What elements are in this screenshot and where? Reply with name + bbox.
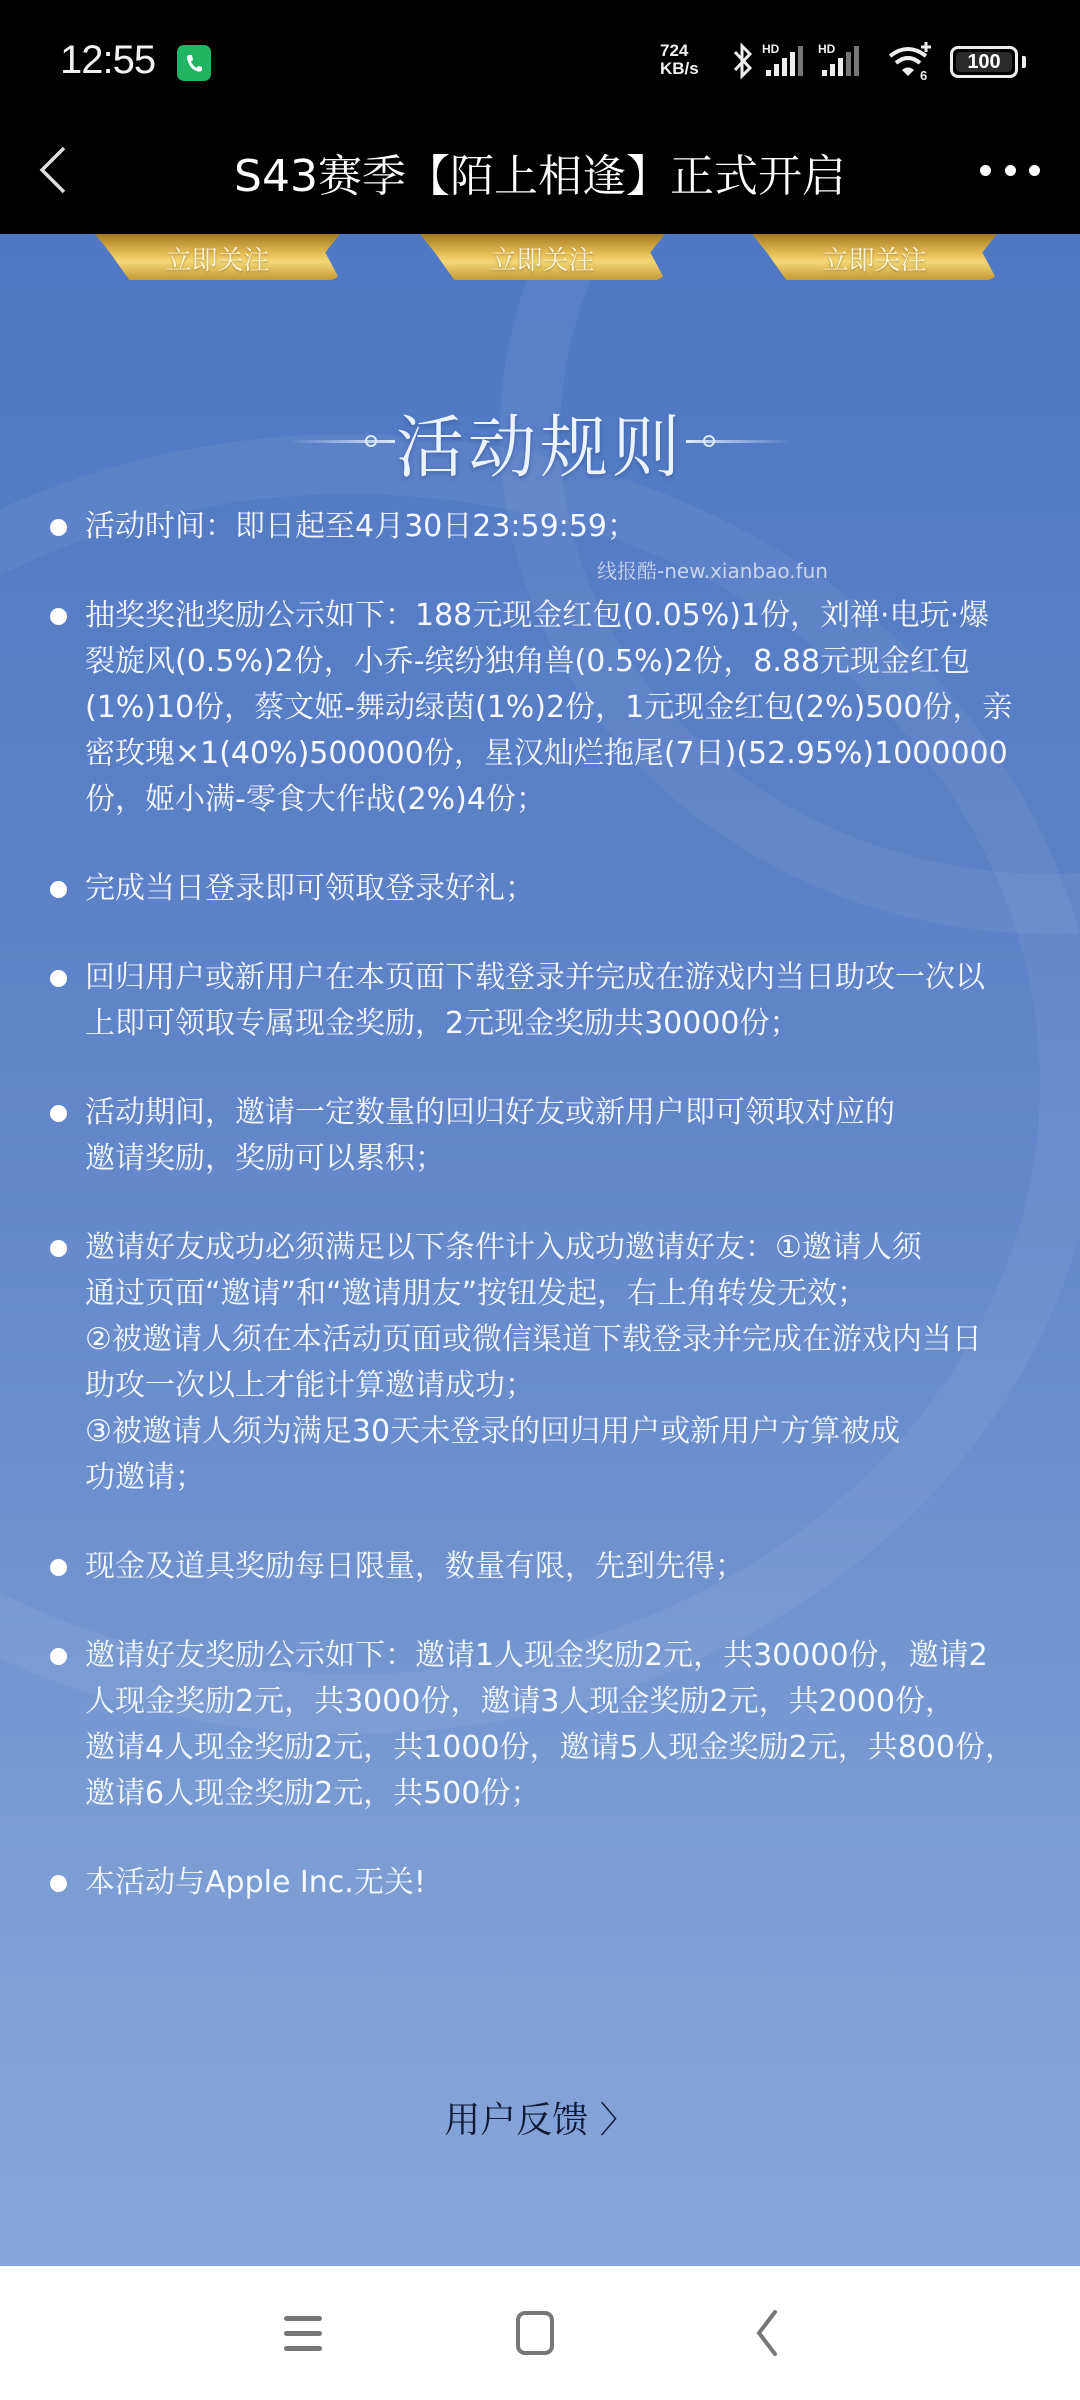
rule-text: ②被邀请人须在本活动页面或微信渠道下载登录并完成在游戏内当日: [85, 1322, 982, 1357]
decorative-line-right: [686, 440, 791, 443]
rules-list: [0, 504, 1080, 1949]
rule-text: 邀请6人现金奖励2元，共500份；: [85, 1776, 541, 1811]
rules-title: 活动规则: [395, 409, 684, 488]
net-speed-unit: KB/s: [660, 59, 699, 78]
status-time: 12:55: [60, 38, 156, 82]
page-title: S43赛季【陌上相逢】正式开启: [234, 151, 846, 202]
more-dots-icon: [1005, 165, 1016, 176]
rule-text: 现金及道具奖励每日限量，数量有限，先到先得；: [85, 1549, 745, 1584]
svg-text:HD: HD: [762, 42, 780, 56]
rule-text: 活动时间：即日起至4月30日23:59:59；: [85, 509, 637, 544]
activity-page[interactable]: [0, 234, 1080, 2266]
svg-text:6: 6: [920, 68, 928, 82]
bullet-icon: [50, 1105, 67, 1122]
rule-text: 邀请好友奖励公示如下：邀请1人现金奖励2元，共30000份，邀请2: [85, 1638, 988, 1673]
follow-button-label: 立即关注: [822, 246, 927, 276]
rule-text: 通过页面“邀请”和“邀请朋友”按钮发起，右上角转发无效；: [85, 1276, 868, 1311]
phone-icon: [177, 45, 211, 81]
network-speed: [660, 42, 699, 78]
bullet-icon: [50, 1559, 67, 1576]
rule-text: 助攻一次以上才能计算邀请成功；: [85, 1368, 535, 1403]
rule-text: 完成当日登录即可领取登录好礼；: [85, 871, 535, 906]
battery-level: 100: [956, 52, 1012, 72]
bullet-icon: [50, 970, 67, 987]
bluetooth-icon: [732, 42, 754, 80]
rule-text: 活动期间，邀请一定数量的回归好友或新用户即可领取对应的: [85, 1095, 895, 1130]
follow-button-2[interactable]: [420, 234, 665, 280]
rule-text: 邀请4人现金奖励2元，共1000份，邀请5人现金奖励2元，共800份，: [85, 1730, 1015, 1765]
rule-text: 人现金奖励2元，共3000份，邀请3人现金奖励2元，共2000份，: [85, 1684, 955, 1719]
rule-item-login-gift: [0, 866, 1080, 912]
rule-text: 本活动与Apple Inc.无关!: [85, 1865, 426, 1900]
rule-item-prize-pool: [0, 593, 1080, 823]
rule-text: ③被邀请人须为满足30天未登录的回归用户或新用户方算被成: [85, 1414, 901, 1449]
bullet-icon: [50, 519, 67, 536]
rule-text: 回归用户或新用户在本页面下载登录并完成在游戏内当日助攻一次以: [85, 960, 985, 995]
net-speed-value: 724: [660, 41, 689, 60]
bullet-icon: [50, 1875, 67, 1892]
follow-button-label: 立即关注: [490, 246, 595, 276]
bullet-icon: [50, 1240, 67, 1257]
rule-text: 密玫瑰×1(40%)500000份，星汉灿烂拖尾(7日)(52.95%)1000000: [85, 736, 1008, 771]
recents-button[interactable]: [273, 2306, 333, 2362]
rule-text: 功邀请；: [85, 1460, 205, 1495]
rule-text: 裂旋风(0.5%)2份，小乔-缤纷独角兽(0.5%)2份，8.88元现金红包: [85, 644, 971, 679]
bullet-icon: [50, 881, 67, 898]
back-chevron-icon: [735, 2306, 795, 2362]
follow-button-label: 立即关注: [165, 246, 270, 276]
svg-text:HD: HD: [818, 42, 836, 56]
battery-icon: [950, 46, 1018, 78]
more-options-button[interactable]: [980, 152, 1040, 188]
wifi-icon: [886, 40, 938, 82]
rule-text: 上即可领取专属现金奖励，2元现金奖励共30000份；: [85, 1006, 800, 1041]
system-back-button[interactable]: [735, 2306, 795, 2362]
signal-hd-2-icon: [818, 40, 870, 80]
more-dots-icon: [1029, 165, 1040, 176]
rules-heading: [0, 394, 1080, 488]
rule-item-daily-limit: [0, 1544, 1080, 1590]
system-nav-bar: [0, 2266, 1080, 2400]
home-square-icon: [505, 2306, 565, 2362]
rule-item-apple-disclaimer: [0, 1860, 1080, 1906]
follow-button-3[interactable]: [752, 234, 997, 280]
rule-item-invite-prizes: [0, 1633, 1080, 1817]
menu-icon: [273, 2306, 333, 2362]
signal-hd-1-icon: [762, 40, 814, 80]
follow-button-1[interactable]: [95, 234, 340, 280]
bullet-icon: [50, 1648, 67, 1665]
bullet-icon: [50, 608, 67, 625]
rule-item-new-user-reward: [0, 955, 1080, 1047]
rule-text: (1%)10份，蔡文姬-舞动绿茵(1%)2份，1元现金红包(2%)500份，亲: [85, 690, 1013, 725]
rule-text: 邀请奖励，奖励可以累积；: [85, 1141, 445, 1176]
user-feedback-link[interactable]: 用户反馈 〉: [444, 2100, 636, 2141]
app-header: [0, 120, 1080, 234]
rule-text: 邀请好友成功必须满足以下条件计入成功邀请好友：①邀请人须: [85, 1230, 922, 1265]
rule-item-time: [0, 504, 1080, 550]
battery-tip: [1022, 56, 1026, 68]
rule-text: 份，姬小满-零食大作战(2%)4份；: [85, 782, 546, 817]
watermark: 线报酷-new.xianbao.fun: [597, 559, 828, 583]
rule-item-invite-conditions: [0, 1225, 1080, 1501]
rule-text: 抽奖奖池奖励公示如下：188元现金红包(0.05%)1份，刘禅·电玩·爆: [85, 598, 990, 633]
home-button[interactable]: [505, 2306, 565, 2362]
rule-item-invite-reward: [0, 1090, 1080, 1182]
status-bar: [0, 0, 1080, 120]
more-dots-icon: [980, 165, 991, 176]
status-icons: [650, 40, 1080, 90]
